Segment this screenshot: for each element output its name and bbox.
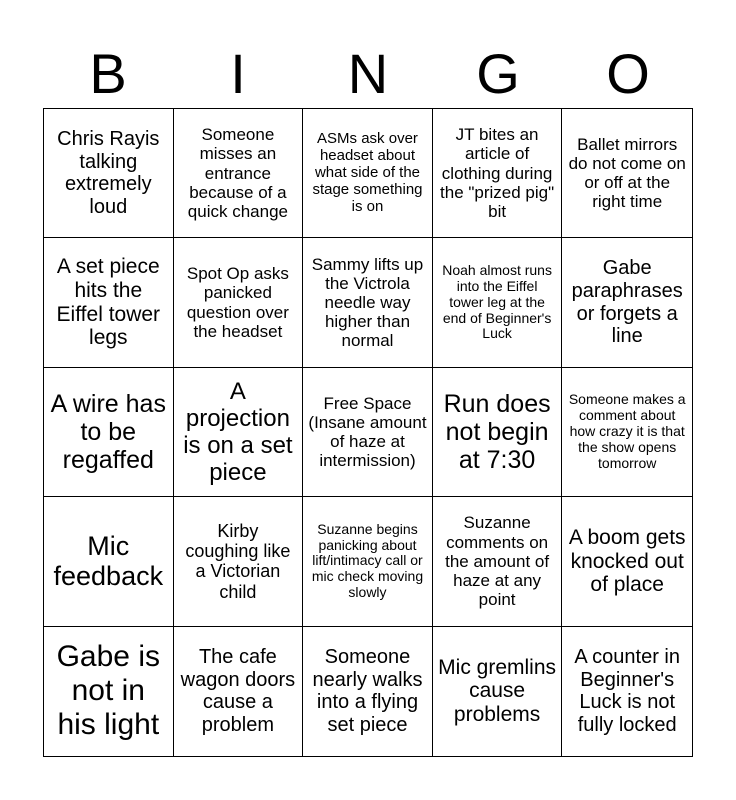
bingo-cell-r4-c2[interactable]: Kirby coughing like a Victorian child — [174, 497, 304, 626]
bingo-cell-r5-c1[interactable]: Gabe is not in his light — [44, 627, 174, 756]
header-letter-n: N — [347, 42, 389, 105]
bingo-cell-r3-c4[interactable]: Run does not begin at 7:30 — [433, 368, 563, 497]
header-letter-o: O — [606, 42, 650, 105]
header-letter-i: I — [230, 42, 246, 105]
bingo-cell-r2-c3[interactable]: Sammy lifts up the Victrola needle way higher than normal — [303, 238, 433, 367]
bingo-cell-r3-c3-free-space[interactable]: Free Space (Insane amount of haze at intermission) — [303, 368, 433, 497]
bingo-cell-r1-c5[interactable]: Ballet mirrors do not come on or off at the right time — [562, 109, 692, 238]
bingo-cell-r1-c2[interactable]: Someone misses an entrance because of a quick change — [174, 109, 304, 238]
bingo-cell-r4-c5[interactable]: A boom gets knocked out of place — [562, 497, 692, 626]
bingo-cell-r1-c4[interactable]: JT bites an article of clothing during the "prized pig" bit — [433, 109, 563, 238]
bingo-header — [43, 42, 693, 106]
bingo-cell-r4-c3[interactable]: Suzanne begins panicking about lift/intimacy call or mic check moving slowly — [303, 497, 433, 626]
bingo-cell-r5-c3[interactable]: Someone nearly walks into a flying set piece — [303, 627, 433, 756]
bingo-cell-r1-c3[interactable]: ASMs ask over headset about what side of the stage something is on — [303, 109, 433, 238]
bingo-cell-r4-c4[interactable]: Suzanne comments on the amount of haze at any point — [433, 497, 563, 626]
bingo-cell-r5-c2[interactable]: The cafe wagon doors cause a problem — [174, 627, 304, 756]
bingo-card — [43, 108, 693, 757]
bingo-cell-r4-c1[interactable]: Mic feedback — [44, 497, 174, 626]
bingo-cell-r2-c4[interactable]: Noah almost runs into the Eiffel tower leg at the end of Beginner's Luck — [433, 238, 563, 367]
bingo-cell-r2-c1[interactable]: A set piece hits the Eiffel tower legs — [44, 238, 174, 367]
bingo-cell-r3-c5[interactable]: Someone makes a comment about how crazy it is that the show opens tomorrow — [562, 368, 692, 497]
bingo-cell-r2-c2[interactable]: Spot Op asks panicked question over the headset — [174, 238, 304, 367]
bingo-cell-r5-c4[interactable]: Mic gremlins cause problems — [433, 627, 563, 756]
bingo-cell-r3-c2[interactable]: A projection is on a set piece — [174, 368, 304, 497]
bingo-cell-r5-c5[interactable]: A counter in Beginner's Luck is not fully locked — [574, 646, 680, 736]
header-letter-b: B — [89, 42, 127, 105]
bingo-cell-r2-c5[interactable]: Gabe paraphrases or forgets a line — [562, 238, 692, 367]
bingo-cell-r1-c1[interactable]: Chris Rayis talking extremely loud — [44, 109, 174, 238]
header-letter-g: G — [476, 42, 520, 105]
bingo-cell-r3-c1[interactable]: A wire has to be regaffed — [44, 368, 174, 497]
